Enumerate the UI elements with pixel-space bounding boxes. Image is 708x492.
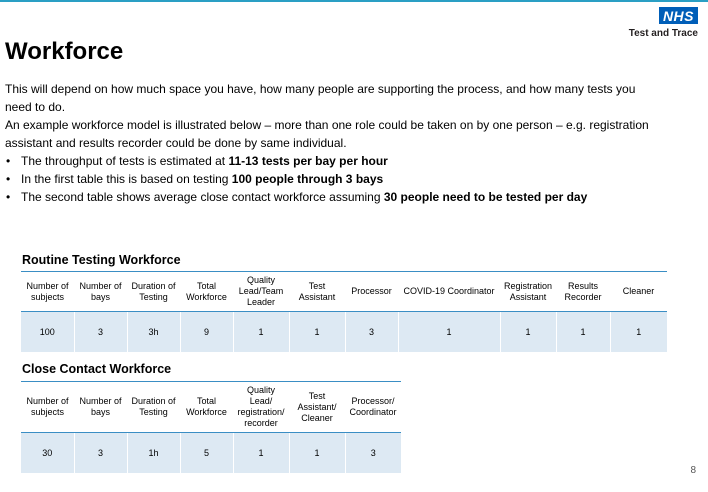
table-cell: 9 (180, 312, 233, 352)
table-cell: 100 (21, 312, 74, 352)
table-cell: 1 (233, 312, 289, 352)
column-header: Test Assistant (289, 272, 345, 312)
table-row (21, 433, 401, 473)
nhs-test-and-trace-logo (618, 7, 698, 39)
page-number: 8 (690, 465, 696, 476)
column-header: Registration Assistant (500, 272, 556, 312)
bullet-item (5, 188, 665, 206)
column-header: Total Workforce (180, 272, 233, 312)
bullet-list (5, 152, 665, 206)
column-header: Number of bays (74, 382, 127, 433)
bullet-text: The throughput of tests is estimated at (21, 154, 229, 168)
column-header: Quality Lead/ registration/ recorder (233, 382, 289, 433)
column-header: Number of subjects (21, 272, 74, 312)
table-cell: 3 (345, 433, 401, 473)
column-header: Duration of Testing (127, 272, 180, 312)
page-title: Workforce (5, 38, 124, 65)
column-header: Results Recorder (556, 272, 610, 312)
table-header-row (21, 382, 401, 433)
table-cell: 1h (127, 433, 180, 473)
column-header: Quality Lead/Team Leader (233, 272, 289, 312)
table-cell: 1 (556, 312, 610, 352)
table-cell: 1 (289, 433, 345, 473)
column-header: Number of subjects (21, 382, 74, 433)
example-paragraph: An example workforce model is illustrated below – more than one role could be taken on by one person – e.g. registration assistant and results recorder could be done by same individual. (5, 118, 649, 150)
table-cell: 1 (500, 312, 556, 352)
column-header: Processor (345, 272, 398, 312)
bullet-emphasis: 100 people through 3 bays (231, 172, 384, 186)
bullet-emphasis: 30 people need to be tested per day (383, 190, 588, 204)
bullet-text: The second table shows average close contact workforce assuming (21, 190, 384, 204)
table-cell: 5 (180, 433, 233, 473)
intro-paragraph: This will depend on how much space you have, how many people are supporting the process, and how many tests you need to do. (5, 82, 636, 114)
column-header: Total Workforce (180, 382, 233, 433)
table-cell: 3 (345, 312, 398, 352)
table-cell: 1 (610, 312, 667, 352)
close-contact-table-title: Close Contact Workforce (22, 362, 172, 376)
routine-table-title: Routine Testing Workforce (22, 253, 181, 267)
bullet-text: In the first table this is based on testing (21, 172, 232, 186)
table-cell: 1 (289, 312, 345, 352)
bullet-item (5, 170, 665, 188)
bullet-emphasis: 11-13 tests per bay per hour (228, 154, 388, 168)
table-cell: 3h (127, 312, 180, 352)
nhs-badge: NHS (659, 7, 698, 24)
column-header: COVID-19 Coordinator (398, 272, 500, 312)
table-cell: 3 (74, 312, 127, 352)
column-header: Duration of Testing (127, 382, 180, 433)
routine-workforce-table (21, 271, 667, 352)
column-header: Cleaner (610, 272, 667, 312)
bullet-item (5, 152, 665, 170)
table-cell: 30 (21, 433, 74, 473)
table-cell: 3 (74, 433, 127, 473)
body-text (5, 80, 665, 206)
logo-subtitle: Test and Trace (628, 28, 698, 39)
table-cell: 1 (233, 433, 289, 473)
top-accent-line (0, 0, 708, 2)
table-cell: 1 (398, 312, 500, 352)
table-row (21, 312, 667, 352)
column-header: Number of bays (74, 272, 127, 312)
column-header: Processor/ Coordinator (345, 382, 401, 433)
table-header-row (21, 272, 667, 312)
close-contact-workforce-table (21, 381, 401, 473)
column-header: Test Assistant/ Cleaner (289, 382, 345, 433)
